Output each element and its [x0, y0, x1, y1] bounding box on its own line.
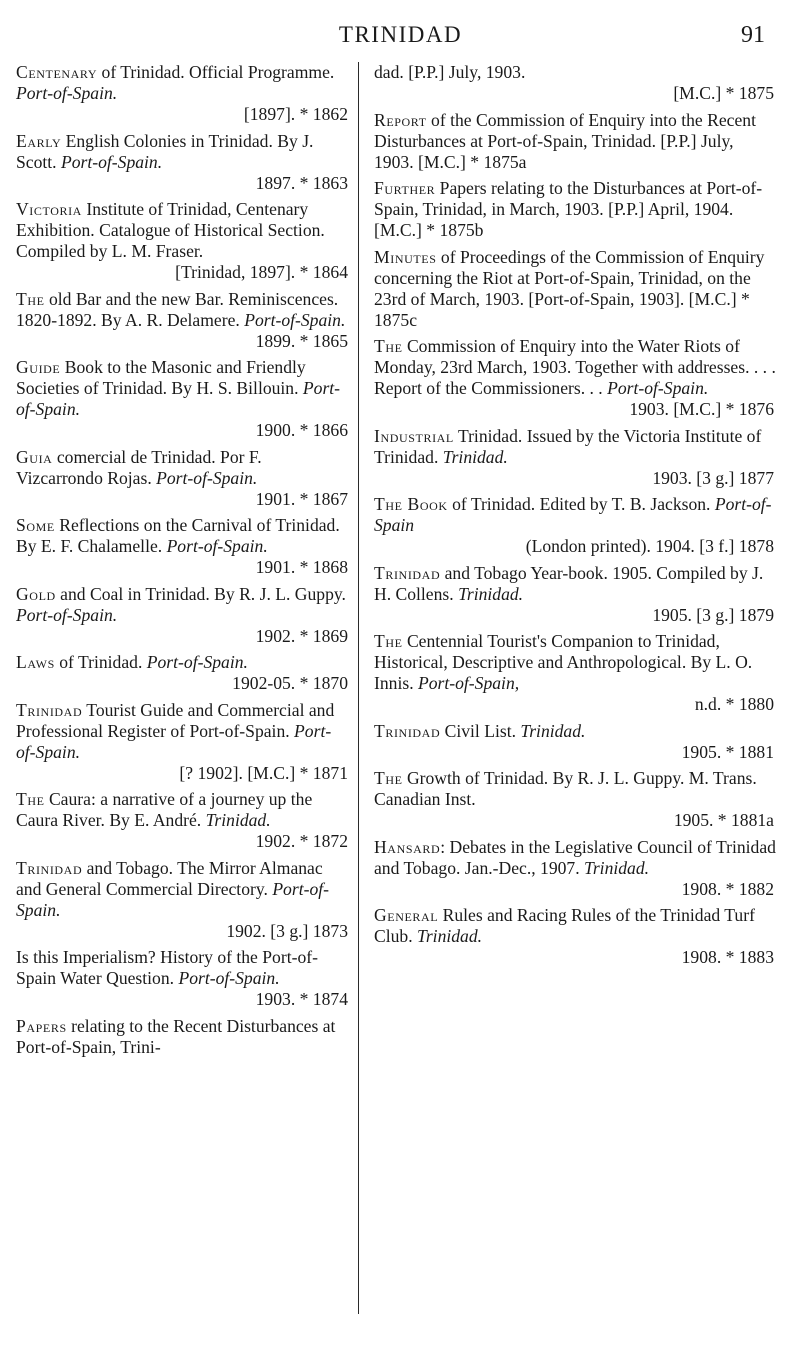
bibliography-entry — [16, 62, 350, 125]
entry-title — [374, 721, 776, 742]
entry-text: : Debates in the Legislative Council of Trinidad and Tobago. Jan.-Dec., 1907. — [374, 836, 781, 878]
entry-lead-word: Industrial — [374, 425, 454, 446]
entry-place: Port-of-Spain. — [16, 604, 118, 625]
running-head — [0, 20, 801, 50]
entry-date-and-number: 1897. * 1863 — [255, 172, 348, 193]
entry-lead-word: The — [374, 631, 403, 651]
entry-title — [16, 515, 350, 557]
bibliography-entry — [16, 858, 350, 942]
bibliography-entry — [374, 62, 776, 104]
entry-title — [16, 289, 350, 331]
entry-place: Trinidad. — [584, 857, 650, 878]
entry-lead-word: Minutes — [374, 246, 437, 267]
entry-text: of Proceedings of the Commission of Enquiry concerning the Riot at Port-of-Spain, Trinidad, on the 23rd of March, 1903. [Port-of-Spain, 1903]. [M.C.] * 1875c — [374, 246, 769, 330]
entry-lead-word: General — [374, 905, 439, 925]
entry-place: Port-of-Spain. — [244, 309, 346, 330]
entry-title — [16, 700, 350, 763]
entry-title — [16, 789, 350, 831]
bibliography-entry — [374, 426, 776, 489]
entry-title — [374, 336, 781, 399]
entry-text: and Coal in Trinidad. By R. J. L. Guppy. — [55, 583, 351, 604]
entry-text: of the Commission of Enquiry into the Recent Disturbances at Port-of-Spain, Trinidad. [P.P.] July, 1903. [M.C.] * 1875a — [374, 109, 761, 172]
bibliography-entry — [374, 494, 776, 557]
entry-place: Port-of-Spain. — [16, 378, 341, 419]
entry-text: dad. [P.P.] July, 1903. — [374, 62, 526, 82]
entry-place: Port-of-Spain. — [16, 83, 118, 103]
entry-lead-word: Hansard — [374, 836, 441, 857]
entry-lead-word: Gold — [16, 583, 56, 604]
entry-lead-word: Trinidad — [16, 857, 83, 878]
bibliography-entry — [374, 836, 781, 900]
entry-place: Trinidad. — [520, 720, 586, 741]
entry-text: old Bar and the new Bar. Reminiscences. 1820-1892. By A. R. Delamere. — [16, 288, 343, 330]
page-number: 91 — [741, 22, 765, 48]
entry-title — [16, 357, 350, 420]
entry-text: Tourist Guide and Commercial and Professional Register of Port-of-Spain. — [16, 699, 339, 741]
entry-lead-word: Trinidad — [374, 562, 441, 583]
entry-text: Commission of Enquiry into the Water Riots of Monday, 23rd March, 1903. Together with addresses. . . . Report of the Commissioners. . . — [374, 336, 781, 398]
entry-title — [16, 584, 350, 626]
bibliography-entry — [16, 515, 350, 578]
entry-text: Centennial Tourist's Companion to Trinidad, Historical, Descriptive and Anthropological. By L. O. Innis. — [374, 631, 757, 693]
entry-text: of Trinidad. Edited by T. B. Jackson. — [447, 494, 715, 514]
entry-date-and-number: 1901. * 1868 — [255, 557, 348, 577]
entry-lead-word: Guia — [16, 446, 53, 467]
entry-date-and-number: 1908. * 1882 — [681, 878, 774, 899]
entry-text: comercial de Trinidad. Por F. Vizcarrondo Rojas. — [16, 446, 266, 488]
entry-date-and-number: 1899. * 1865 — [255, 330, 348, 351]
bibliography-entry — [16, 700, 350, 784]
entry-date-and-number: 1905. * 1881 — [681, 741, 774, 762]
entry-place: Trinidad. — [458, 583, 524, 604]
entry-date-and-number: 1902. [3 g.] 1873 — [226, 920, 348, 941]
entry-date-and-number: 1903. * 1874 — [255, 989, 348, 1009]
bibliography-entry — [374, 721, 776, 763]
bibliography-entry — [16, 447, 350, 510]
entry-place: Port-of-Spain. — [607, 378, 709, 398]
entry-text: Papers relating to the Disturbances at Port-of-Spain, Trinidad, in March, 1903. [P.P.] April, 1904. [M.C.] * 1875b — [374, 178, 763, 240]
running-head-title: TRINIDAD — [338, 22, 463, 47]
entry-place: Trinidad. — [417, 926, 483, 946]
entry-title — [374, 494, 776, 536]
bibliography-entry — [374, 905, 776, 968]
entry-place: Port-of-Spain. — [16, 720, 332, 762]
entry-lead-word: Trinidad — [374, 720, 441, 741]
entry-title — [374, 631, 776, 694]
bibliography-entry — [374, 110, 776, 173]
entry-date-and-number: 1903. [3 g.] 1877 — [652, 467, 774, 488]
entry-text: Rules and Racing Rules of the Trinidad Turf Club. — [374, 905, 760, 946]
entry-date-and-number: 1905. * 1881a — [673, 810, 774, 830]
entry-lead-word: The — [374, 768, 403, 788]
entry-title — [16, 1016, 350, 1058]
bibliography-entry — [16, 789, 350, 852]
entry-lead-word: Early — [16, 130, 62, 151]
column-divider — [358, 62, 359, 1314]
entry-title — [374, 178, 776, 241]
entry-title — [374, 110, 776, 173]
entry-date-and-number: 1902. * 1872 — [255, 831, 348, 851]
entry-title — [374, 836, 781, 879]
entry-lead-word: The — [16, 789, 45, 809]
entry-text: Institute of Trinidad, Centenary Exhibition. Catalogue of Historical Section. Compiled by L. M. Fraser. — [16, 199, 330, 261]
entry-text: Trinidad. Issued by the Victoria Institute of Trinidad. — [374, 425, 766, 467]
entry-text: Growth of Trinidad. By R. J. L. Guppy. M. Trans. Canadian Inst. — [374, 768, 762, 809]
entry-place: Port-of-Spain. — [16, 878, 329, 920]
entry-lead-word: Report — [374, 109, 427, 130]
bibliography-entry — [374, 631, 776, 715]
entry-place: Port-of-Spain. — [146, 652, 248, 672]
entry-text: English Colonies in Trinidad. By J. Scott. — [16, 130, 318, 172]
entry-date-and-number: 1900. * 1866 — [255, 420, 348, 440]
entry-text: of Trinidad. Official Programme. — [97, 62, 339, 82]
entry-lead-word: The — [374, 336, 403, 356]
entry-title — [16, 447, 350, 489]
entry-title — [374, 563, 776, 605]
entry-text: Civil List. — [440, 720, 521, 741]
bibliography-entry — [16, 1016, 350, 1058]
entry-title — [374, 905, 776, 947]
entry-lead-word: Laws — [16, 652, 55, 672]
bibliography-entry — [16, 131, 350, 194]
bibliography-entry — [16, 289, 350, 352]
entry-text: Book to the Masonic and Friendly Societies of Trinidad. By H. S. Billouin. — [16, 357, 311, 398]
entry-date-and-number: [? 1902]. [M.C.] * 1871 — [179, 762, 348, 783]
entry-date-and-number: 1903. [M.C.] * 1876 — [629, 399, 774, 419]
entry-lead-word: Victoria — [16, 199, 82, 219]
bibliography-entry — [374, 178, 776, 241]
entry-lead-word: Papers — [16, 1015, 67, 1036]
entry-text: Reflections on the Carnival of Trinidad. By E. F. Chalamelle. — [16, 515, 345, 556]
entry-date-and-number: (London printed). 1904. [3 f.] 1878 — [525, 536, 774, 556]
entry-lead-word: Guide — [16, 357, 61, 377]
bibliography-entry — [16, 199, 350, 283]
entry-title — [16, 652, 350, 673]
entry-place: Port-of-Spain. — [60, 151, 163, 172]
entry-lead-word: Trinidad — [16, 699, 83, 720]
entry-lead-word: The — [16, 288, 45, 309]
entry-lead-word: Further — [374, 178, 436, 198]
entry-place: Port-of-Spain. — [166, 536, 268, 556]
entry-title — [16, 199, 350, 262]
entry-text: Is this Imperialism? History of the Port-of-Spain Water Question. — [16, 947, 318, 988]
entry-place: Port-of-Spain — [374, 494, 772, 535]
entry-date-and-number: 1908. * 1883 — [681, 947, 774, 967]
entry-place: Port-of-Spain. — [156, 467, 258, 488]
entry-place: Trinidad. — [205, 810, 271, 830]
entry-title — [16, 858, 350, 921]
entry-text: of Trinidad. — [54, 652, 147, 672]
entry-lead-word: Some — [16, 515, 55, 535]
bibliography-entry — [16, 652, 350, 694]
bibliography-entry — [374, 336, 781, 420]
entry-title — [374, 768, 776, 810]
bibliography-entry — [16, 584, 350, 647]
entry-title — [16, 131, 350, 173]
entry-text: and Tobago Year-book. 1905. Compiled by J. H. Collens. — [374, 562, 768, 604]
entry-date-and-number: n.d. * 1880 — [694, 694, 774, 714]
bibliography-entry — [16, 357, 350, 441]
entry-date-and-number: [1897]. * 1862 — [243, 104, 348, 124]
entry-place: Trinidad. — [442, 446, 508, 467]
bibliography-entry — [374, 247, 776, 331]
entry-date-and-number: 1902-05. * 1870 — [232, 673, 348, 693]
entry-date-and-number: [M.C.] * 1875 — [673, 83, 774, 103]
entry-date-and-number: 1902. * 1869 — [255, 625, 348, 646]
entry-lead-word: Centenary — [16, 62, 98, 82]
bibliography-entry — [374, 768, 776, 831]
bibliography-entry — [374, 563, 776, 626]
entry-lead-word: The Book — [374, 494, 448, 514]
entry-title — [16, 947, 350, 989]
entry-text: and Tobago. The Mirror Almanac and General Commercial Directory. — [16, 857, 328, 899]
left-column — [16, 62, 350, 1063]
right-column — [374, 62, 781, 974]
entry-date-and-number: [Trinidad, 1897]. * 1864 — [175, 262, 348, 282]
entry-title — [374, 62, 776, 83]
entry-date-and-number: 1905. [3 g.] 1879 — [652, 604, 774, 625]
entry-title — [374, 426, 776, 468]
entry-place: Port-of-Spain. — [178, 968, 280, 988]
entry-text: Caura: a narrative of a journey up the Caura River. By E. André. — [16, 789, 317, 830]
bibliography-entry — [16, 947, 350, 1010]
entry-title — [374, 247, 776, 331]
entry-text: relating to the Recent Disturbances at Port-of-Spain, Trini- — [16, 1015, 340, 1057]
entry-title — [16, 62, 350, 104]
entry-date-and-number: 1901. * 1867 — [255, 488, 348, 509]
entry-place: Port-of-Spain, — [417, 673, 520, 693]
